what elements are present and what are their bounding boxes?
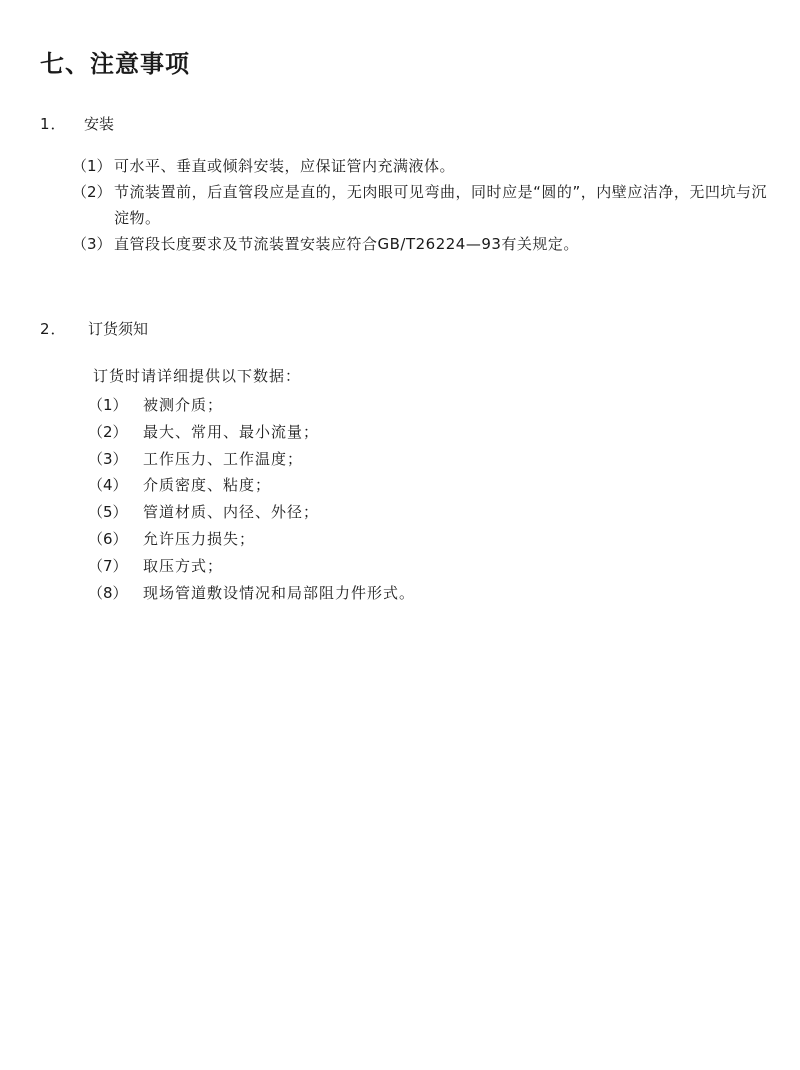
ordering-item xyxy=(88,472,415,499)
item-text: 被测介质； xyxy=(143,396,224,414)
item-number: （4） xyxy=(88,476,128,495)
item-number: （7） xyxy=(88,556,128,575)
installation-list xyxy=(72,153,767,257)
item-text: 最大、常用、最小流量； xyxy=(143,422,320,441)
ordering-intro: 订货时请详细提供以下数据： xyxy=(93,367,302,385)
item-text: 介质密度、粘度； xyxy=(143,476,272,495)
ordering-item xyxy=(88,553,415,580)
item-text: 可水平、垂直或倾斜安装，应保证管内充满液体。 xyxy=(114,157,456,175)
item-number: （3） xyxy=(72,235,112,253)
section-heading: 七、注意事项 xyxy=(40,50,190,78)
ordering-list xyxy=(88,392,415,606)
installation-number: 1． xyxy=(40,115,67,133)
item-number: （2） xyxy=(72,183,112,201)
item-number: （5） xyxy=(88,503,128,522)
installation-item xyxy=(72,231,767,257)
item-number: （1） xyxy=(72,157,112,175)
installation-title xyxy=(40,113,114,135)
item-text: 管道材质、内径、外径； xyxy=(143,503,320,522)
item-number: （6） xyxy=(88,529,128,548)
installation-label: 安装 xyxy=(84,115,115,133)
item-text: 直管段长度要求及节流装置安装应符合GB/T26224—93有关规定。 xyxy=(114,235,579,253)
item-text: 允许压力损失； xyxy=(143,529,256,548)
ordering-number: 2． xyxy=(40,320,67,338)
item-number: （8） xyxy=(88,583,128,602)
ordering-item xyxy=(88,446,415,473)
ordering-item xyxy=(88,392,415,419)
ordering-label: 订货须知 xyxy=(88,320,149,338)
item-text: 现场管道敷设情况和局部阻力件形式。 xyxy=(143,583,416,602)
item-number: （1） xyxy=(88,396,128,414)
installation-item xyxy=(72,179,767,231)
ordering-item xyxy=(88,526,415,553)
ordering-title xyxy=(40,318,148,340)
item-text: 工作压力、工作温度； xyxy=(143,449,304,468)
item-number: （3） xyxy=(88,449,128,468)
item-text: 取压方式； xyxy=(143,556,224,575)
ordering-item xyxy=(88,580,415,607)
installation-item xyxy=(72,153,767,179)
item-number: （2） xyxy=(88,422,128,441)
ordering-item xyxy=(88,499,415,526)
item-text: 节流装置前，后直管段应是直的，无肉眼可见弯曲，同时应是“圆的”，内壁应洁净，无凹坑与沉淀物。 xyxy=(114,183,767,227)
ordering-item xyxy=(88,419,415,446)
